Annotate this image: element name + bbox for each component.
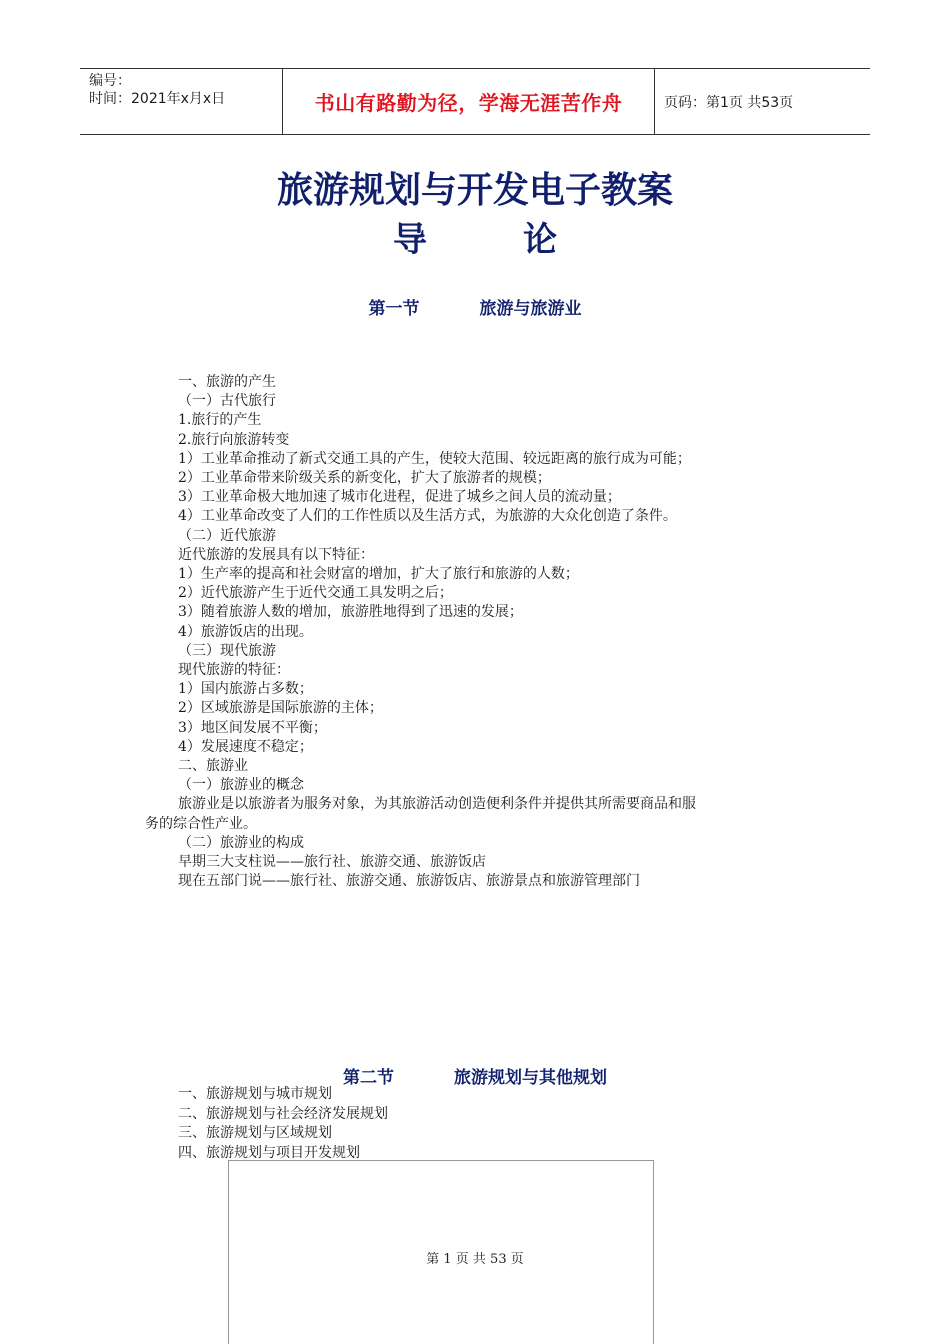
code-label: 编号：: [89, 73, 131, 89]
body-line: 4）发展速度不稳定；: [178, 738, 313, 755]
subtitle-left: 导: [393, 220, 427, 260]
page-info: 页码：第1页 共53页: [664, 94, 794, 111]
header-motto-cell: [282, 69, 655, 134]
body-line: 4）旅游饭店的出现。: [178, 623, 313, 640]
body-line: 早期三大支柱说——旅行社、旅游交通、旅游饭店: [178, 854, 486, 871]
body-line: 2）工业革命带来阶级关系的新变化，扩大了旅游者的规模；: [178, 470, 551, 487]
body-line: 三、旅游规划与区域规划: [178, 1125, 332, 1141]
body-line: （一）古代旅行: [178, 393, 276, 410]
concept-line-1: 旅游业是以旅游者为服务对象，为其旅游活动创造便利条件并提供其所需要商品和服: [178, 796, 696, 813]
body-line: 近代旅游的发展具有以下特征：: [178, 546, 374, 563]
body-line: 3）随着旅游人数的增加，旅游胜地得到了迅速的发展；: [178, 604, 523, 621]
body-line: 1）工业革命推动了新式交通工具的产生，使较大范围、较远距离的旅行成为可能；: [178, 450, 691, 467]
header-meta-cell: [80, 69, 282, 134]
motto-text: 书山有路勤为径，学海无涯苦作舟: [314, 91, 623, 115]
concept-paragraph: [145, 795, 818, 833]
body-line: 四、旅游规划与项目开发规划: [178, 1144, 360, 1161]
body-line: （二）旅游业的构成: [178, 834, 304, 851]
body-line: （三）现代旅游: [178, 642, 276, 659]
section1-number: 第一节: [368, 299, 420, 319]
section1-name: 旅游与旅游业: [479, 299, 582, 319]
document-subtitle: [0, 212, 950, 261]
section2-name: 旅游规划与其他规划: [454, 1068, 607, 1088]
body-line: 3）工业革命极大地加速了城市化进程，促进了城乡之间人员的流动量；: [178, 489, 621, 506]
section1-body: [145, 373, 818, 891]
subtitle-right: 论: [523, 220, 557, 260]
body-line: 2.旅行向旅游转变: [178, 431, 290, 448]
concept-line-2: 务的综合性产业。: [145, 815, 257, 832]
body-line: 一、旅游规划与城市规划: [178, 1086, 332, 1102]
body-line: 二、旅游业: [178, 758, 248, 775]
section1-heading: [0, 294, 950, 319]
body-line: 2）近代旅游产生于近代交通工具发明之后；: [178, 585, 453, 602]
header-page-cell: [655, 69, 870, 134]
body-line: 一、旅游的产生: [178, 374, 276, 390]
body-line: 2）区域旅游是国际旅游的主体；: [178, 700, 383, 717]
section2-body: [178, 1085, 818, 1163]
body-line: 二、旅游规划与社会经济发展规划: [178, 1105, 388, 1122]
time-label: 时间：2021年x月x日: [89, 91, 226, 107]
body-line: 1）生产率的提高和社会财富的增加，扩大了旅行和旅游的人数；: [178, 566, 579, 583]
body-line: （一）旅游业的概念: [178, 777, 304, 794]
body-line: 3）地区间发展不平衡；: [178, 719, 327, 736]
header-table: [80, 68, 870, 135]
body-line: 1）国内旅游占多数；: [178, 681, 313, 698]
body-line: 4）工业革命改变了人们的工作性质以及生活方式，为旅游的大众化创造了条件。: [178, 508, 677, 525]
document-title: 旅游规划与开发电子教案: [276, 170, 673, 211]
section2-number: 第二节: [343, 1068, 394, 1088]
body-line: 1.旅行的产生: [178, 412, 262, 429]
body-line: （二）近代旅游: [178, 527, 276, 544]
page-footer: 第 1 页 共 53 页: [426, 1252, 524, 1267]
body-line: 现代旅游的特征：: [178, 662, 290, 679]
body-line: 现在五部门说——旅行社、旅游交通、旅游饭店、旅游景点和旅游管理部门: [178, 873, 640, 890]
